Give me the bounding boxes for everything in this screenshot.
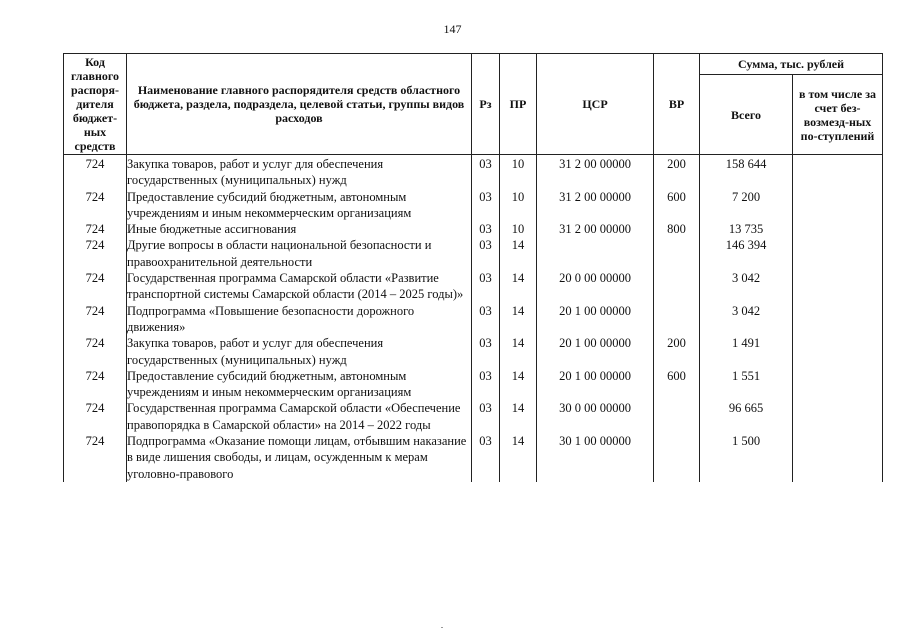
cell-rz: 03	[472, 155, 500, 189]
cell-total: 146 394	[700, 237, 793, 270]
table-body	[64, 155, 883, 482]
cell-rz: 03	[472, 237, 500, 270]
cell-pr: 14	[500, 335, 537, 368]
cell-code: 724	[64, 270, 127, 303]
table-row	[64, 335, 883, 368]
cell-code: 724	[64, 189, 127, 222]
cell-total: 7 200	[700, 189, 793, 222]
table-row	[64, 368, 883, 401]
cell-code: 724	[64, 221, 127, 237]
cell-csr: 31 2 00 00000	[537, 221, 654, 237]
cell-csr: 30 1 00 00000	[537, 433, 654, 482]
cell-total: 1 491	[700, 335, 793, 368]
cell-extra	[793, 270, 883, 303]
cell-rz: 03	[472, 335, 500, 368]
cell-extra	[793, 189, 883, 222]
cell-name: Государственная программа Самарской области «Развитие транспортной системы Самарской области (2014 – 2025 годы)»	[127, 270, 472, 303]
cell-total: 13 735	[700, 221, 793, 237]
cell-pr: 14	[500, 303, 537, 336]
header-pr: ПР	[500, 54, 537, 155]
cell-vr: 600	[654, 368, 700, 401]
cell-vr	[654, 237, 700, 270]
cell-extra	[793, 303, 883, 336]
cell-total: 1 551	[700, 368, 793, 401]
table-row	[64, 237, 883, 270]
header-code: Код главного распоря-дителя бюджет-ных средств	[64, 54, 127, 155]
cell-extra	[793, 433, 883, 482]
cell-csr: 20 1 00 00000	[537, 303, 654, 336]
cell-vr: 200	[654, 155, 700, 189]
cell-rz: 03	[472, 221, 500, 237]
table-header	[64, 54, 883, 155]
cell-vr: 200	[654, 335, 700, 368]
cell-name: Иные бюджетные ассигнования	[127, 221, 472, 237]
cell-vr	[654, 433, 700, 482]
cell-name: Закупка товаров, работ и услуг для обеспечения государственных (муниципальных) нужд	[127, 155, 472, 189]
cell-code: 724	[64, 335, 127, 368]
cell-code: 724	[64, 303, 127, 336]
cell-total: 158 644	[700, 155, 793, 189]
cell-pr: 14	[500, 368, 537, 401]
header-vr: ВР	[654, 54, 700, 155]
table-row	[64, 221, 883, 237]
cell-rz: 03	[472, 433, 500, 482]
cell-total: 3 042	[700, 270, 793, 303]
cell-total: 96 665	[700, 400, 793, 433]
header-extra: в том числе за счет без-возмезд-ных по-ступлений	[793, 75, 883, 155]
cell-pr: 14	[500, 433, 537, 482]
cell-vr: 600	[654, 189, 700, 222]
budget-table	[63, 53, 883, 482]
cell-vr	[654, 303, 700, 336]
table-row	[64, 155, 883, 189]
cell-code: 724	[64, 237, 127, 270]
cell-vr	[654, 270, 700, 303]
cell-pr: 14	[500, 270, 537, 303]
cell-csr: 20 1 00 00000	[537, 368, 654, 401]
cell-code: 724	[64, 433, 127, 482]
cell-name: Закупка товаров, работ и услуг для обеспечения государственных (муниципальных) нужд	[127, 335, 472, 368]
header-total: Всего	[700, 75, 793, 155]
header-csr: ЦСР	[537, 54, 654, 155]
cell-csr: 31 2 00 00000	[537, 155, 654, 189]
cell-rz: 03	[472, 368, 500, 401]
cell-total: 1 500	[700, 433, 793, 482]
cell-extra	[793, 368, 883, 401]
cell-vr: 800	[654, 221, 700, 237]
cell-code: 724	[64, 155, 127, 189]
cell-pr: 10	[500, 221, 537, 237]
table-row	[64, 433, 883, 482]
cell-name: Предоставление субсидий бюджетным, автономным учреждениям и иным некоммерческим организациям	[127, 368, 472, 401]
cell-pr: 14	[500, 400, 537, 433]
cell-csr: 30 0 00 00000	[537, 400, 654, 433]
table-row	[64, 400, 883, 433]
cell-name: Подпрограмма «Оказание помощи лицам, отбывшим наказание в виде лишения свободы, и лицам, осужденным к мерам уголовно-правового	[127, 433, 472, 482]
header-sum: Сумма, тыс. рублей	[700, 54, 883, 75]
table-row	[64, 303, 883, 336]
table-row	[64, 270, 883, 303]
cell-rz: 03	[472, 270, 500, 303]
cell-name: Государственная программа Самарской области «Обеспечение правопорядка в Самарской области» на 2014 – 2022 годы	[127, 400, 472, 433]
cell-csr	[537, 237, 654, 270]
cell-vr	[654, 400, 700, 433]
cell-extra	[793, 155, 883, 189]
cell-pr: 10	[500, 155, 537, 189]
cell-name: Предоставление субсидий бюджетным, автономным учреждениям и иным некоммерческим организациям	[127, 189, 472, 222]
cell-code: 724	[64, 400, 127, 433]
cell-name: Подпрограмма «Повышение безопасности дорожного движения»	[127, 303, 472, 336]
page-number: 147	[443, 22, 462, 36]
cell-csr: 31 2 00 00000	[537, 189, 654, 222]
cell-rz: 03	[472, 400, 500, 433]
cell-code: 724	[64, 368, 127, 401]
cell-csr: 20 0 00 00000	[537, 270, 654, 303]
cell-extra	[793, 237, 883, 270]
cell-pr: 14	[500, 237, 537, 270]
cell-extra	[793, 400, 883, 433]
header-name: Наименование главного распорядителя средств областного бюджета, раздела, подраздела, целевой статьи, группы видов расходов	[127, 54, 472, 155]
cell-rz: 03	[472, 189, 500, 222]
cell-extra	[793, 335, 883, 368]
header-rz: Рз	[472, 54, 500, 155]
cell-name: Другие вопросы в области национальной безопасности и правоохранительной деятельности	[127, 237, 472, 270]
cell-extra	[793, 221, 883, 237]
cell-rz: 03	[472, 303, 500, 336]
cell-total: 3 042	[700, 303, 793, 336]
cell-csr: 20 1 00 00000	[537, 335, 654, 368]
page-mark	[441, 627, 443, 628]
cell-pr: 10	[500, 189, 537, 222]
table-row	[64, 189, 883, 222]
